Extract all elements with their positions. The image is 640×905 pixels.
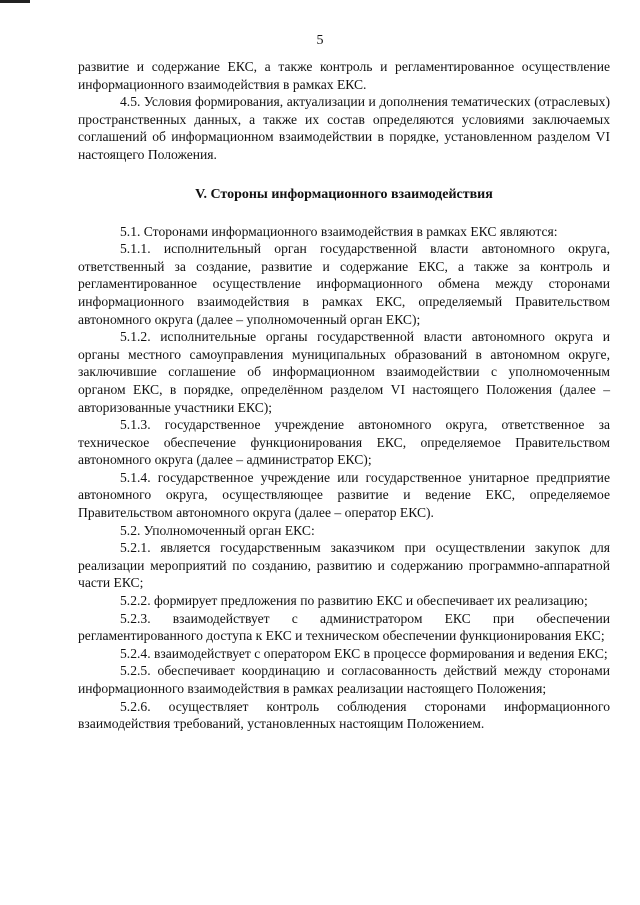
paragraph: 5.2.2. формирует предложения по развитию ЕКС и обеспечивает их реализацию; [120, 593, 588, 609]
paragraph: 5.2. Уполномоченный орган ЕКС: [120, 522, 315, 538]
paragraph: 5.1. Сторонами информационного взаимодействия в рамках ЕКС являются: [120, 223, 558, 239]
section-heading: V. Стороны информационного взаимодействия [195, 186, 493, 202]
paragraph: 5.2.4. взаимодействует с оператором ЕКС в процессе формирования и ведения ЕКС; [120, 645, 608, 661]
paragraph: 5.1.3. государственное учреждение автономного округа, ответственное за техническое обеспечение функционирования ЕКС, определяемое Правительством автономного округа (далее – администратор ЕКС); [78, 417, 610, 468]
document-body [78, 58, 610, 733]
paragraph: 4.5. Условия формирования, актуализации и дополнения тематических (отраслевых) пространственных данных, а также их состав определяются условиями заключаемых соглашений об информационном взаимодействии в порядке, установленном разделом VI настоящего Положения. [78, 94, 610, 162]
page-number: 5 [316, 33, 324, 48]
paragraph: развитие и содержание ЕКС, а также контроль и регламентированное осуществление информационного взаимодействия в рамках ЕКС. [78, 59, 610, 92]
paragraph: 5.1.4. государственное учреждение или государственное унитарное предприятие автономного округа, осуществляющее развитие и ведение ЕКС, определяемое Правительством автономного округа (далее – оператор ЕКС). [78, 469, 610, 521]
paragraph: 5.1.1. исполнительный орган государственной власти автономного округа, ответственный за создание, развитие и содержание ЕКС, а также за контроль и регламентированное осуществление информационного обмена между сторонами информационного взаимодействия в рамках ЕКС, определяемый Правительством автономного округа (далее – уполномоченный орган ЕКС); [78, 241, 610, 327]
paragraph: 5.2.5. обеспечивает координацию и согласованность действий между сторонами информационного взаимодействия в рамках реализации настоящего Положения; [78, 663, 610, 696]
paragraph: 5.2.1. является государственным заказчиком при осуществлении закупок для реализации мероприятий по созданию, развитию и содержанию программно-аппаратной части ЕКС; [78, 540, 610, 591]
scan-corner-mark [0, 0, 30, 3]
paragraph: 5.2.3. взаимодействует с администратором ЕКС при обеспечении регламентированного доступа к ЕКС и техническом обеспечении функционирования ЕКС; [78, 610, 610, 644]
paragraph: 5.1.2. исполнительные органы государственной власти автономного округа и органы местного самоуправления муниципальных образований в автономном округе, заключившие соглашение об информационном взаимодействии с уполномоченным органом ЕКС, в порядке, определённом разделом VI настоящего Положения (далее – авторизованные участники ЕКС); [78, 329, 610, 415]
paragraph: 5.2.6. осуществляет контроль соблюдения сторонами информационного взаимодействия требований, установленных настоящим Положением. [78, 698, 610, 732]
